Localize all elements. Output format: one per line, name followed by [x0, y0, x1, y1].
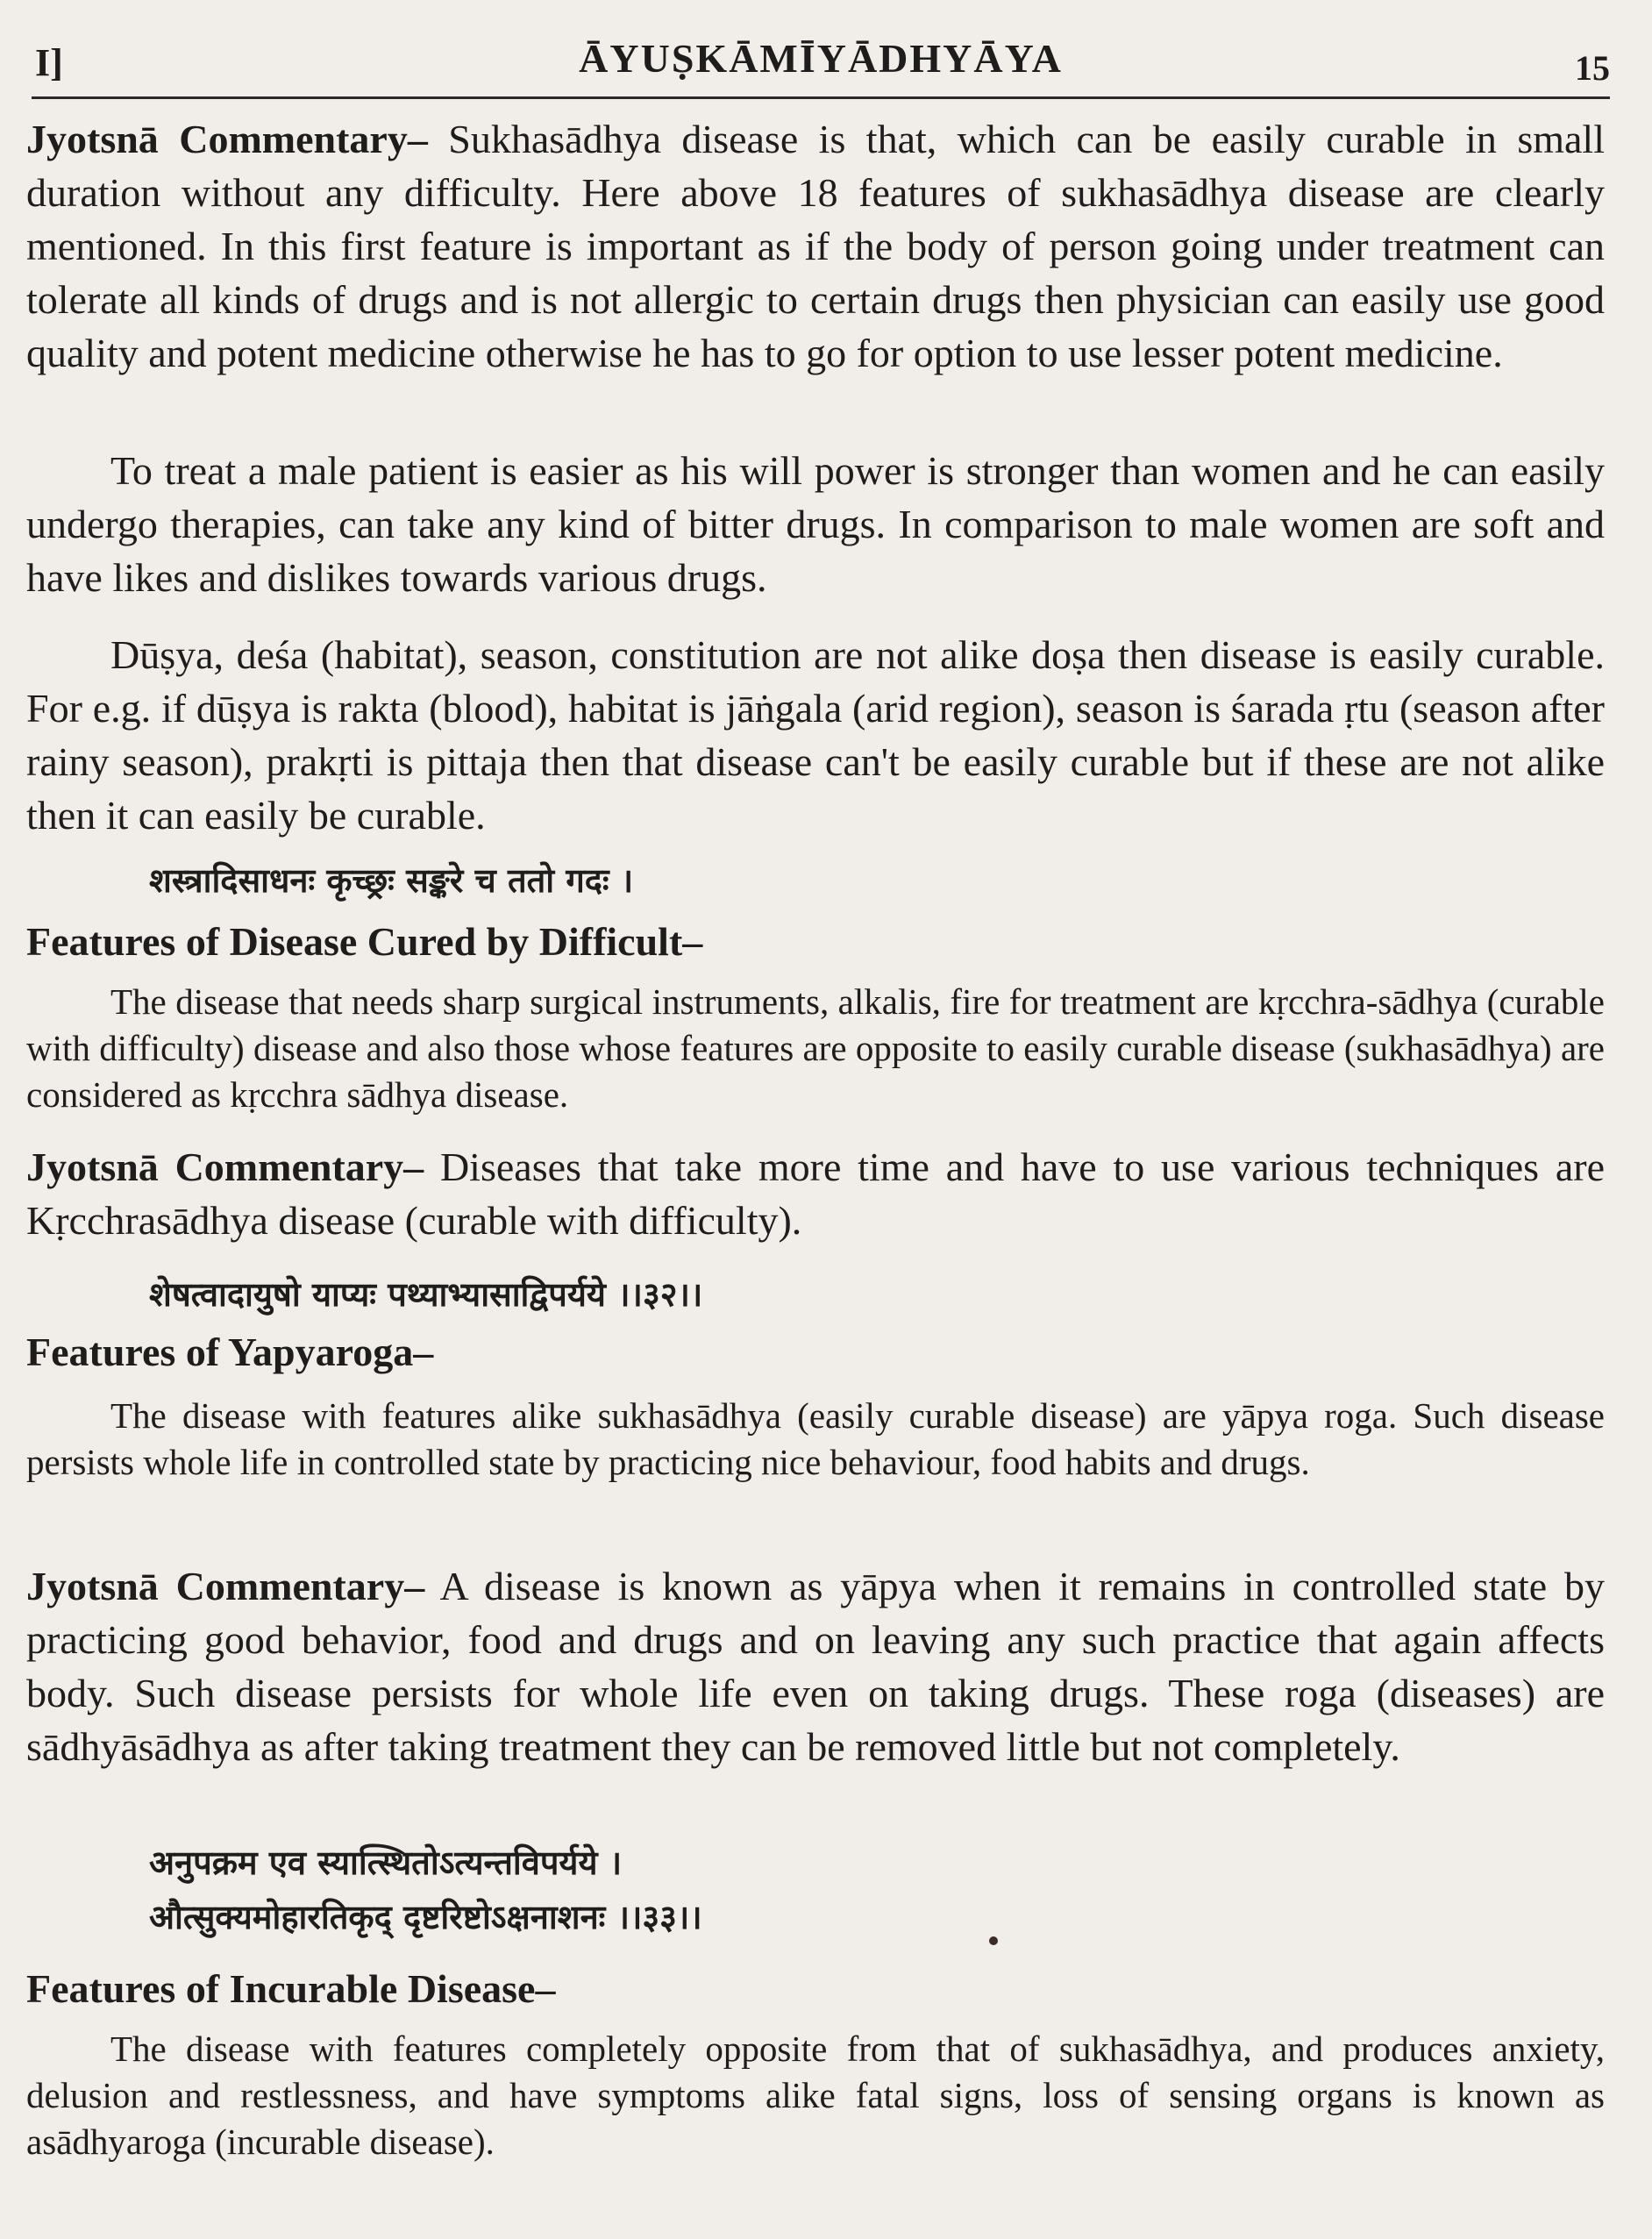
section-heading-difficult: Features of Disease Cured by Difficult–	[26, 919, 703, 964]
commentary-paragraph-2	[26, 1140, 1605, 1247]
commentary-label: Jyotsnā Commentary–	[26, 117, 428, 161]
section-heading-yapyaroga: Features of Yapyaroga–	[26, 1330, 434, 1374]
chapter-title: ĀYUṢKĀMĪYĀDHYĀYA	[579, 36, 1063, 81]
commentary-label: Jyotsnā Commentary–	[26, 1564, 425, 1608]
chapter-number: I]	[35, 41, 63, 84]
commentary-text: Sukhasādhya disease is that, which can be easily curable in small duration without any difficulty. Here above 18 features of sukhasādhya disease are clearly mentioned. In this first feature is important as if the body of person going under treatment can tolerate all kinds of drugs and is not allergic to certain drugs then physician can easily use good quality and potent medicine otherwise he has to go for option to use lesser potent medicine.	[26, 117, 1605, 375]
sanskrit-verse-2: शेषत्वादायुषो याप्यः पथ्याभ्यासाद्विपर्यये ।।३२।।	[149, 1275, 703, 1314]
commentary-text: Diseases that take more time and have to use various techniques are Kṛcchrasādhya disease (curable with difficulty).	[26, 1144, 1606, 1243]
paragraph-yapya: The disease with features alike sukhasādhya (easily curable disease) are yāpya roga. Such disease persists whole life in controlled state by practicing nice behaviour, food habits and drugs.	[26, 1395, 1605, 1482]
commentary-text: A disease is known as yāpya when it remains in controlled state by practicing good behavior, food and drugs and on leaving any such practice that again affects body. Such disease persists for whole life even on taking drugs. These roga (diseases) are sādhyāsādhya as after taking treatment they can be removed little but not completely.	[26, 1564, 1605, 1769]
commentary-label: Jyotsnā Commentary–	[26, 1144, 424, 1189]
ink-speck	[989, 1936, 998, 1945]
commentary-paragraph-1	[26, 112, 1605, 380]
page-number: 15	[1575, 48, 1610, 88]
paragraph-asadhya: The disease with features completely opposite from that of sukhasādhya, and produces anxiety, delusion and restlessness, and have symptoms alike fatal signs, loss of sensing organs is known as asādhyaroga (incurable disease).	[26, 2029, 1605, 2162]
paragraph-male-patient: To treat a male patient is easier as his will power is stronger than women and he can easily undergo therapies, can take any kind of bitter drugs. In comparison to male women are soft and have likes and dislikes towards various drugs.	[26, 448, 1605, 600]
running-header	[32, 26, 1610, 99]
section-heading-incurable: Features of Incurable Disease–	[26, 1966, 556, 2011]
sanskrit-verse-3b: औत्सुक्यमोहारतिकृद् दृष्टरिष्टोऽक्षनाशनः ।।३३।।	[149, 1898, 702, 1936]
paragraph-dushya: Dūṣya, deśa (habitat), season, constitution are not alike doṣa then disease is easily curable. For e.g. if dūṣya is rakta (blood), habitat is jāṅgala (arid region), season is śarada ṛtu (season after rainy season), prakṛti is pittaja then that disease can't be easily curable but if these are not alike then it can easily be curable.	[26, 632, 1605, 838]
sanskrit-verse-3a: अनुपक्रम एव स्यात्स्थितोऽत्यन्तविपर्यये ।	[149, 1843, 623, 1882]
commentary-paragraph-3	[26, 1559, 1605, 1773]
sanskrit-verse-1: शस्त्रादिसाधनः कृच्छ्रः सङ्करे च ततो गदः ।	[149, 861, 634, 900]
paragraph-krcchra: The disease that needs sharp surgical instruments, alkalis, fire for treatment are kṛcchra-sādhya (curable with difficulty) disease and also those whose features are opposite to easily curable disease (sukhasādhya) are considered as kṛcchra sādhya disease.	[26, 981, 1605, 1115]
